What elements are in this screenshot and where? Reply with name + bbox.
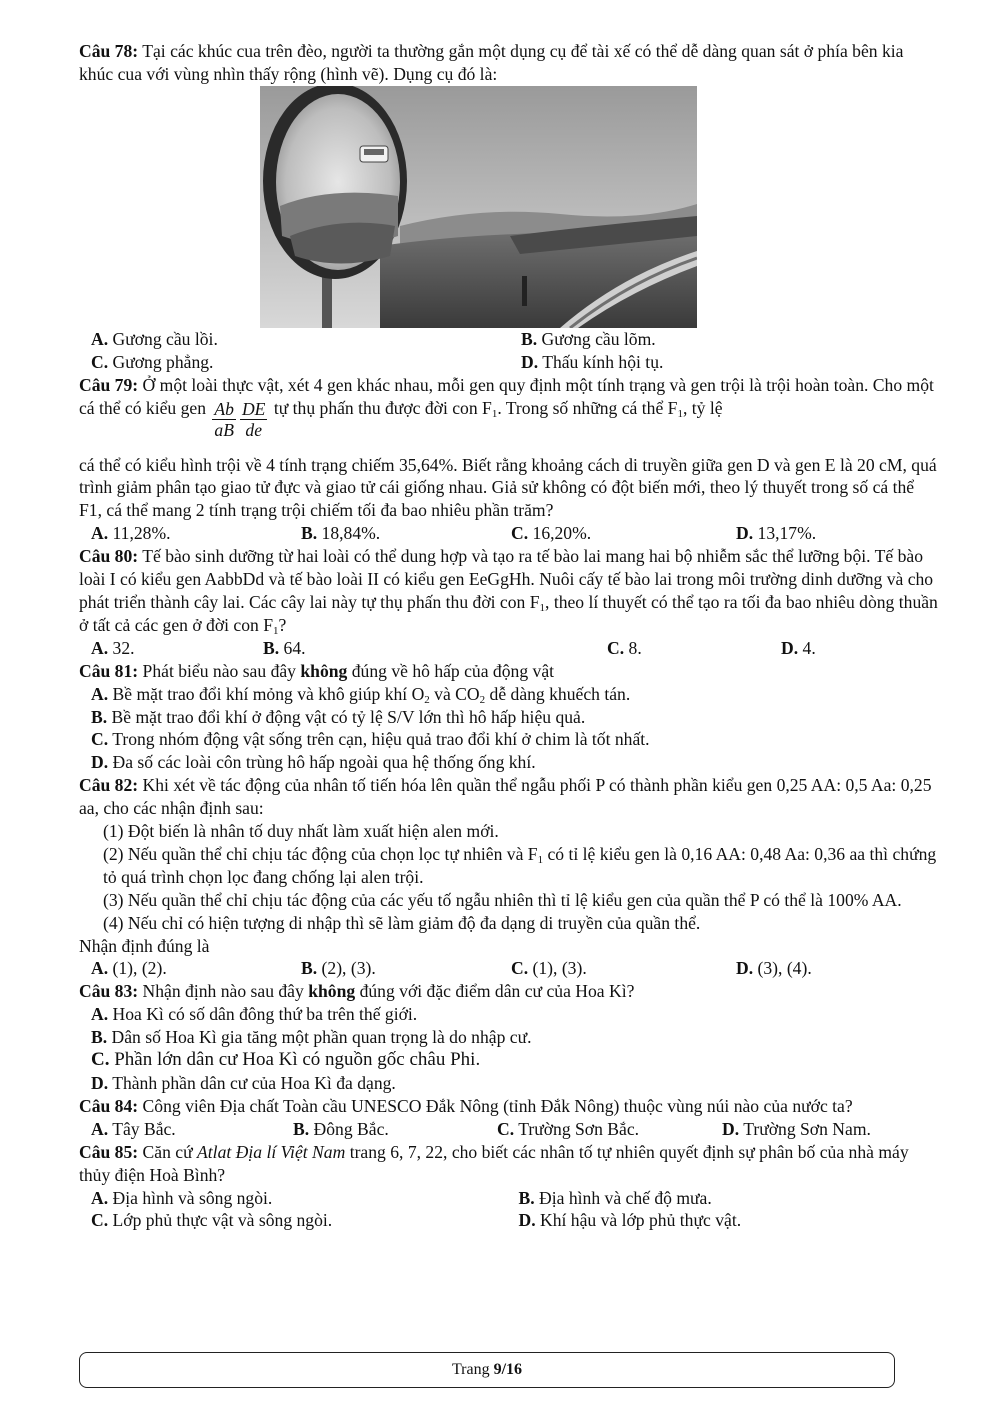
option-c[interactable] — [79, 1049, 941, 1072]
q80-options — [79, 637, 941, 660]
option-text: Bề mặt trao đổi khí mỏng và khô giúp khí O — [112, 683, 425, 704]
option-b[interactable] — [514, 1187, 942, 1210]
subscript: 2 — [479, 693, 486, 706]
question-text: Tế bào sinh dưỡng từ hai loài có thể dung hợp và tạo ra tế bào lai mang hai bộ nhiễm sắc thể lưỡng bội. Tế bào loài I có kiểu gen AabbDd và tế bào loài II có kiểu gen EeGgHh. Nuôi cấy tế bào lai trong môi trường dinh dưỡng và cho phát triển thành cây lai. Các cây lai này tự thụ phấn thu đời con F — [79, 546, 934, 612]
question-text: trang 6, 7, 22, cho biết các nhân tố tự nhiên quyết định sự phân bố của nhà máy thủy điện Hoà Bình? — [79, 1141, 909, 1185]
option-text: Đông Bắc. — [313, 1118, 389, 1139]
option-key: B. — [91, 706, 108, 727]
question-text: đúng với đặc điểm dân cư của Hoa Kì? — [359, 981, 635, 1002]
statement-text: có tỉ lệ kiểu gen là 0,16 AA: 0,48 Aa: 0,36 aa thì chứng tỏ quá trình chọn lọc đang chống lại alen trội. — [103, 843, 937, 887]
fraction-numerator: DE — [241, 398, 266, 419]
question-emphasis: Atlat Địa lí Việt Nam — [197, 1141, 346, 1162]
option-text: Tây Bắc. — [112, 1118, 176, 1139]
option-key: A. — [91, 637, 109, 658]
option-key: A. — [91, 1187, 109, 1208]
option-c[interactable] — [511, 522, 736, 545]
option-b[interactable] — [79, 1026, 941, 1049]
option-key: B. — [301, 958, 318, 979]
q84-options — [79, 1118, 941, 1141]
option-key: A. — [91, 1118, 109, 1139]
option-key: D. — [781, 637, 799, 658]
option-c[interactable] — [91, 1209, 514, 1232]
option-key: C. — [91, 1210, 109, 1231]
subscript: 2 — [424, 693, 430, 706]
option-text: Gương phẳng. — [112, 351, 214, 372]
option-text: Phần lớn dân cư Hoa Kì có nguồn gốc châu Phi. — [114, 1049, 481, 1071]
option-a[interactable] — [91, 637, 263, 660]
fraction-numerator: Ab — [214, 398, 234, 419]
option-text: 11,28%. — [112, 523, 171, 544]
option-b[interactable] — [263, 637, 607, 660]
option-d[interactable] — [79, 751, 941, 774]
option-text: (1), (2). — [112, 958, 167, 979]
option-key: D. — [521, 351, 539, 372]
option-c[interactable] — [497, 1118, 722, 1141]
option-key: B. — [91, 1027, 108, 1048]
option-text: 18,84%. — [321, 523, 381, 544]
question-text: Phát biểu nào sau đây — [142, 660, 296, 681]
question-label: Câu 78: — [79, 41, 139, 61]
question-85 — [79, 1141, 941, 1187]
option-text: Dân số Hoa Kì gia tăng một phần quan trọng là do nhập cư. — [111, 1027, 532, 1048]
option-key: D. — [91, 752, 109, 773]
option-key: B. — [293, 1118, 310, 1139]
option-text: Gương cầu lõm. — [541, 328, 656, 349]
question-80 — [79, 545, 941, 637]
option-key: D. — [736, 523, 754, 544]
option-a[interactable] — [79, 683, 941, 706]
option-text: Trường Sơn Nam. — [743, 1118, 871, 1139]
option-text: Gương cầu lồi. — [112, 328, 218, 349]
option-text: Lớp phủ thực vật và sông ngòi. — [112, 1210, 333, 1231]
option-b[interactable] — [301, 522, 511, 545]
question-text: Công viên Địa chất Toàn cầu UNESCO Đắk Nông (tỉnh Đắk Nông) thuộc vùng núi nào của nước ta? — [142, 1095, 853, 1116]
statement-text: (2) Nếu quần thể chỉ chịu tác động của chọn lọc tự nhiên và F — [103, 843, 538, 864]
question-text: đúng về hô hấp của động vật — [351, 660, 555, 681]
question-text: . Trong số những cá thể F — [497, 397, 678, 418]
option-text: Bề mặt trao đổi khí ở động vật có tỷ lệ S/V lớn thì hô hấp hiệu quả. — [111, 706, 586, 727]
option-d[interactable] — [736, 957, 953, 980]
option-d[interactable] — [781, 637, 953, 660]
option-text: Khí hậu và lớp phủ thực vật. — [540, 1210, 742, 1231]
option-key: A. — [91, 1004, 109, 1025]
question-text: , tỷ lệ — [682, 397, 723, 418]
q78-options-row1 — [79, 328, 941, 351]
question-83 — [79, 980, 941, 1003]
option-d[interactable] — [514, 1209, 942, 1232]
option-key: A. — [91, 958, 109, 979]
option-key: C. — [91, 729, 109, 750]
option-c[interactable] — [91, 351, 511, 374]
option-a[interactable] — [79, 1003, 941, 1026]
genotype-fraction-1 — [212, 399, 236, 440]
question-label: Câu 82: — [79, 775, 139, 796]
option-a[interactable] — [91, 957, 301, 980]
option-d[interactable] — [511, 351, 941, 374]
question-prompt: Nhận định đúng là — [79, 935, 210, 956]
statement-4: (4) Nếu chỉ có hiện tượng di nhập thì sẽ làm giảm độ đa dạng di truyền của quần thể. — [103, 912, 701, 933]
option-text: 13,17%. — [757, 523, 817, 544]
question-82 — [79, 774, 941, 820]
option-b[interactable] — [301, 957, 511, 980]
question-emphasis: không — [300, 660, 348, 681]
option-key: C. — [511, 523, 529, 544]
option-text: 8. — [628, 637, 642, 658]
q85-options-row2 — [79, 1209, 941, 1232]
q78-options-row2 — [79, 351, 941, 374]
question-84 — [79, 1095, 941, 1118]
option-key: D. — [518, 1210, 536, 1231]
question-text: , theo lí thuyết có thể tạo ra tối đa bao nhiêu dòng thuần ở tất cả các gen ở đời con F — [79, 591, 938, 635]
option-text: Địa hình và chế độ mưa. — [539, 1187, 712, 1208]
option-key: C. — [91, 351, 109, 372]
page-number: 9/16 — [493, 1361, 523, 1378]
option-text: và CO — [429, 683, 480, 704]
option-key: D. — [736, 958, 754, 979]
question-label: Câu 83: — [79, 981, 139, 1002]
q82-options — [79, 957, 941, 980]
option-text: Thấu kính hội tụ. — [542, 351, 664, 372]
q85-options-row1 — [79, 1187, 941, 1210]
option-b[interactable] — [293, 1118, 497, 1141]
option-key: B. — [263, 637, 280, 658]
option-c[interactable] — [511, 957, 736, 980]
option-d[interactable] — [722, 1118, 941, 1141]
fraction-denominator: de — [245, 419, 262, 440]
question-79 — [79, 374, 941, 440]
question-text: Khi xét về tác động của nhân tố tiến hóa lên quần thể ngẫu phối P có thành phần kiểu gen 0,25 AA: 0,5 Aa: 0,25 aa, cho các nhận định sau: — [79, 775, 932, 819]
question-81 — [79, 660, 941, 683]
question-label: Câu 80: — [79, 546, 139, 567]
page-footer — [79, 1352, 895, 1388]
question-text: tự thụ phấn thu được đời con F — [273, 397, 492, 418]
genotype-fraction-2 — [240, 399, 267, 440]
question-text: ? — [278, 614, 287, 635]
option-key: A. — [91, 328, 109, 349]
option-text: (3), (4). — [757, 958, 812, 979]
option-key: C. — [511, 958, 529, 979]
option-text: Địa hình và sông ngòi. — [112, 1187, 273, 1208]
option-key: D. — [91, 1073, 109, 1093]
option-c[interactable] — [79, 728, 941, 751]
question-text: Căn cứ — [142, 1141, 193, 1162]
option-text: Trường Sơn Bắc. — [518, 1118, 640, 1139]
option-key: A. — [91, 683, 109, 704]
option-text: Hoa Kì có số dân đông thứ ba trên thế giới. — [112, 1004, 418, 1025]
option-key: D. — [722, 1118, 740, 1139]
statement-2 — [79, 843, 941, 889]
statement-3: (3) Nếu quần thể chỉ chịu tác động của các yếu tố ngẫu nhiên thì tỉ lệ kiểu gen của quần thể P có thể là 100% AA. — [103, 889, 902, 910]
option-key: C. — [497, 1118, 515, 1139]
page-prefix: Trang — [451, 1361, 494, 1378]
option-a[interactable] — [91, 1187, 514, 1210]
option-text: Thành phần dân cư của Hoa Kì đa dạng. — [112, 1073, 396, 1093]
option-text: (1), (3). — [532, 958, 587, 979]
question-label: Câu 79: — [79, 374, 139, 395]
option-key: B. — [301, 523, 318, 544]
question-79-cont: cá thể có kiểu hình trội về 4 tính trạng chiếm 35,64%. Biết rằng khoảng cách di truyền giữa gen D và gen E là 20 cM, quá trình giảm phân tạo giao tử đực và giao tử cái giống nhau. Giả sử không có đột biến mới, theo lý thuyết trong số cá thể F1, cá thể mang 2 tính trạng trội chiếm tối đa bao nhiêu phần trăm? — [79, 454, 937, 521]
option-text: 32. — [112, 637, 135, 658]
question-label: Câu 84: — [79, 1095, 139, 1116]
question-78 — [79, 40, 941, 86]
question-label: Câu 81: — [79, 660, 139, 681]
option-key: A. — [91, 523, 109, 544]
option-b[interactable] — [511, 328, 941, 351]
question-text: Tại các khúc cua trên đèo, người ta thường gắn một dụng cụ để tài xế có thể dễ dàng quan sát ở phía bên kia khúc cua với vùng nhìn thấy rộng (hình vẽ). Dụng cụ đó là: — [79, 41, 904, 84]
option-a[interactable] — [91, 522, 301, 545]
subscript: 1 — [537, 853, 544, 866]
option-text: dễ dàng khuếch tán. — [485, 683, 631, 704]
option-text: Đa số các loài côn trùng hô hấp ngoài qua hệ thống ống khí. — [112, 752, 536, 773]
option-key: C. — [607, 637, 625, 658]
option-text: 64. — [283, 637, 306, 658]
subscript: 1 — [677, 407, 683, 420]
option-d[interactable] — [79, 1072, 941, 1095]
option-key: B. — [521, 328, 538, 349]
subscript: 1 — [539, 601, 546, 614]
option-a[interactable] — [91, 1118, 293, 1141]
question-emphasis: không — [308, 981, 356, 1002]
option-key: C. — [91, 1049, 110, 1071]
option-b[interactable] — [79, 706, 941, 729]
option-d[interactable] — [736, 522, 953, 545]
q79-options — [79, 522, 941, 545]
subscript: 1 — [273, 624, 279, 637]
option-text: 16,20%. — [532, 523, 592, 544]
question-text: Ở một loài thực vật, xét 4 gen khác nhau, mỗi gen quy định một tính trạng và gen trội là trội hoàn toàn. Cho một cá thể có kiểu gen — [79, 374, 934, 418]
option-c[interactable] — [607, 637, 781, 660]
question-label: Câu 85: — [79, 1141, 139, 1162]
subscript: 1 — [491, 407, 498, 420]
fraction-denominator: aB — [214, 419, 234, 440]
option-text: (2), (3). — [321, 958, 376, 979]
convex-mirror-photo — [260, 86, 697, 328]
statement-1: (1) Đột biến là nhân tố duy nhất làm xuất hiện alen mới. — [103, 821, 499, 842]
option-text: Trong nhóm động vật sống trên cạn, hiệu quả trao đổi khí ở chim là tốt nhất. — [112, 729, 650, 750]
option-a[interactable] — [91, 328, 511, 351]
option-key: B. — [518, 1187, 535, 1208]
exam-page — [79, 40, 941, 1232]
question-text: Nhận định nào sau đây — [142, 981, 304, 1002]
option-text: 4. — [802, 637, 816, 658]
